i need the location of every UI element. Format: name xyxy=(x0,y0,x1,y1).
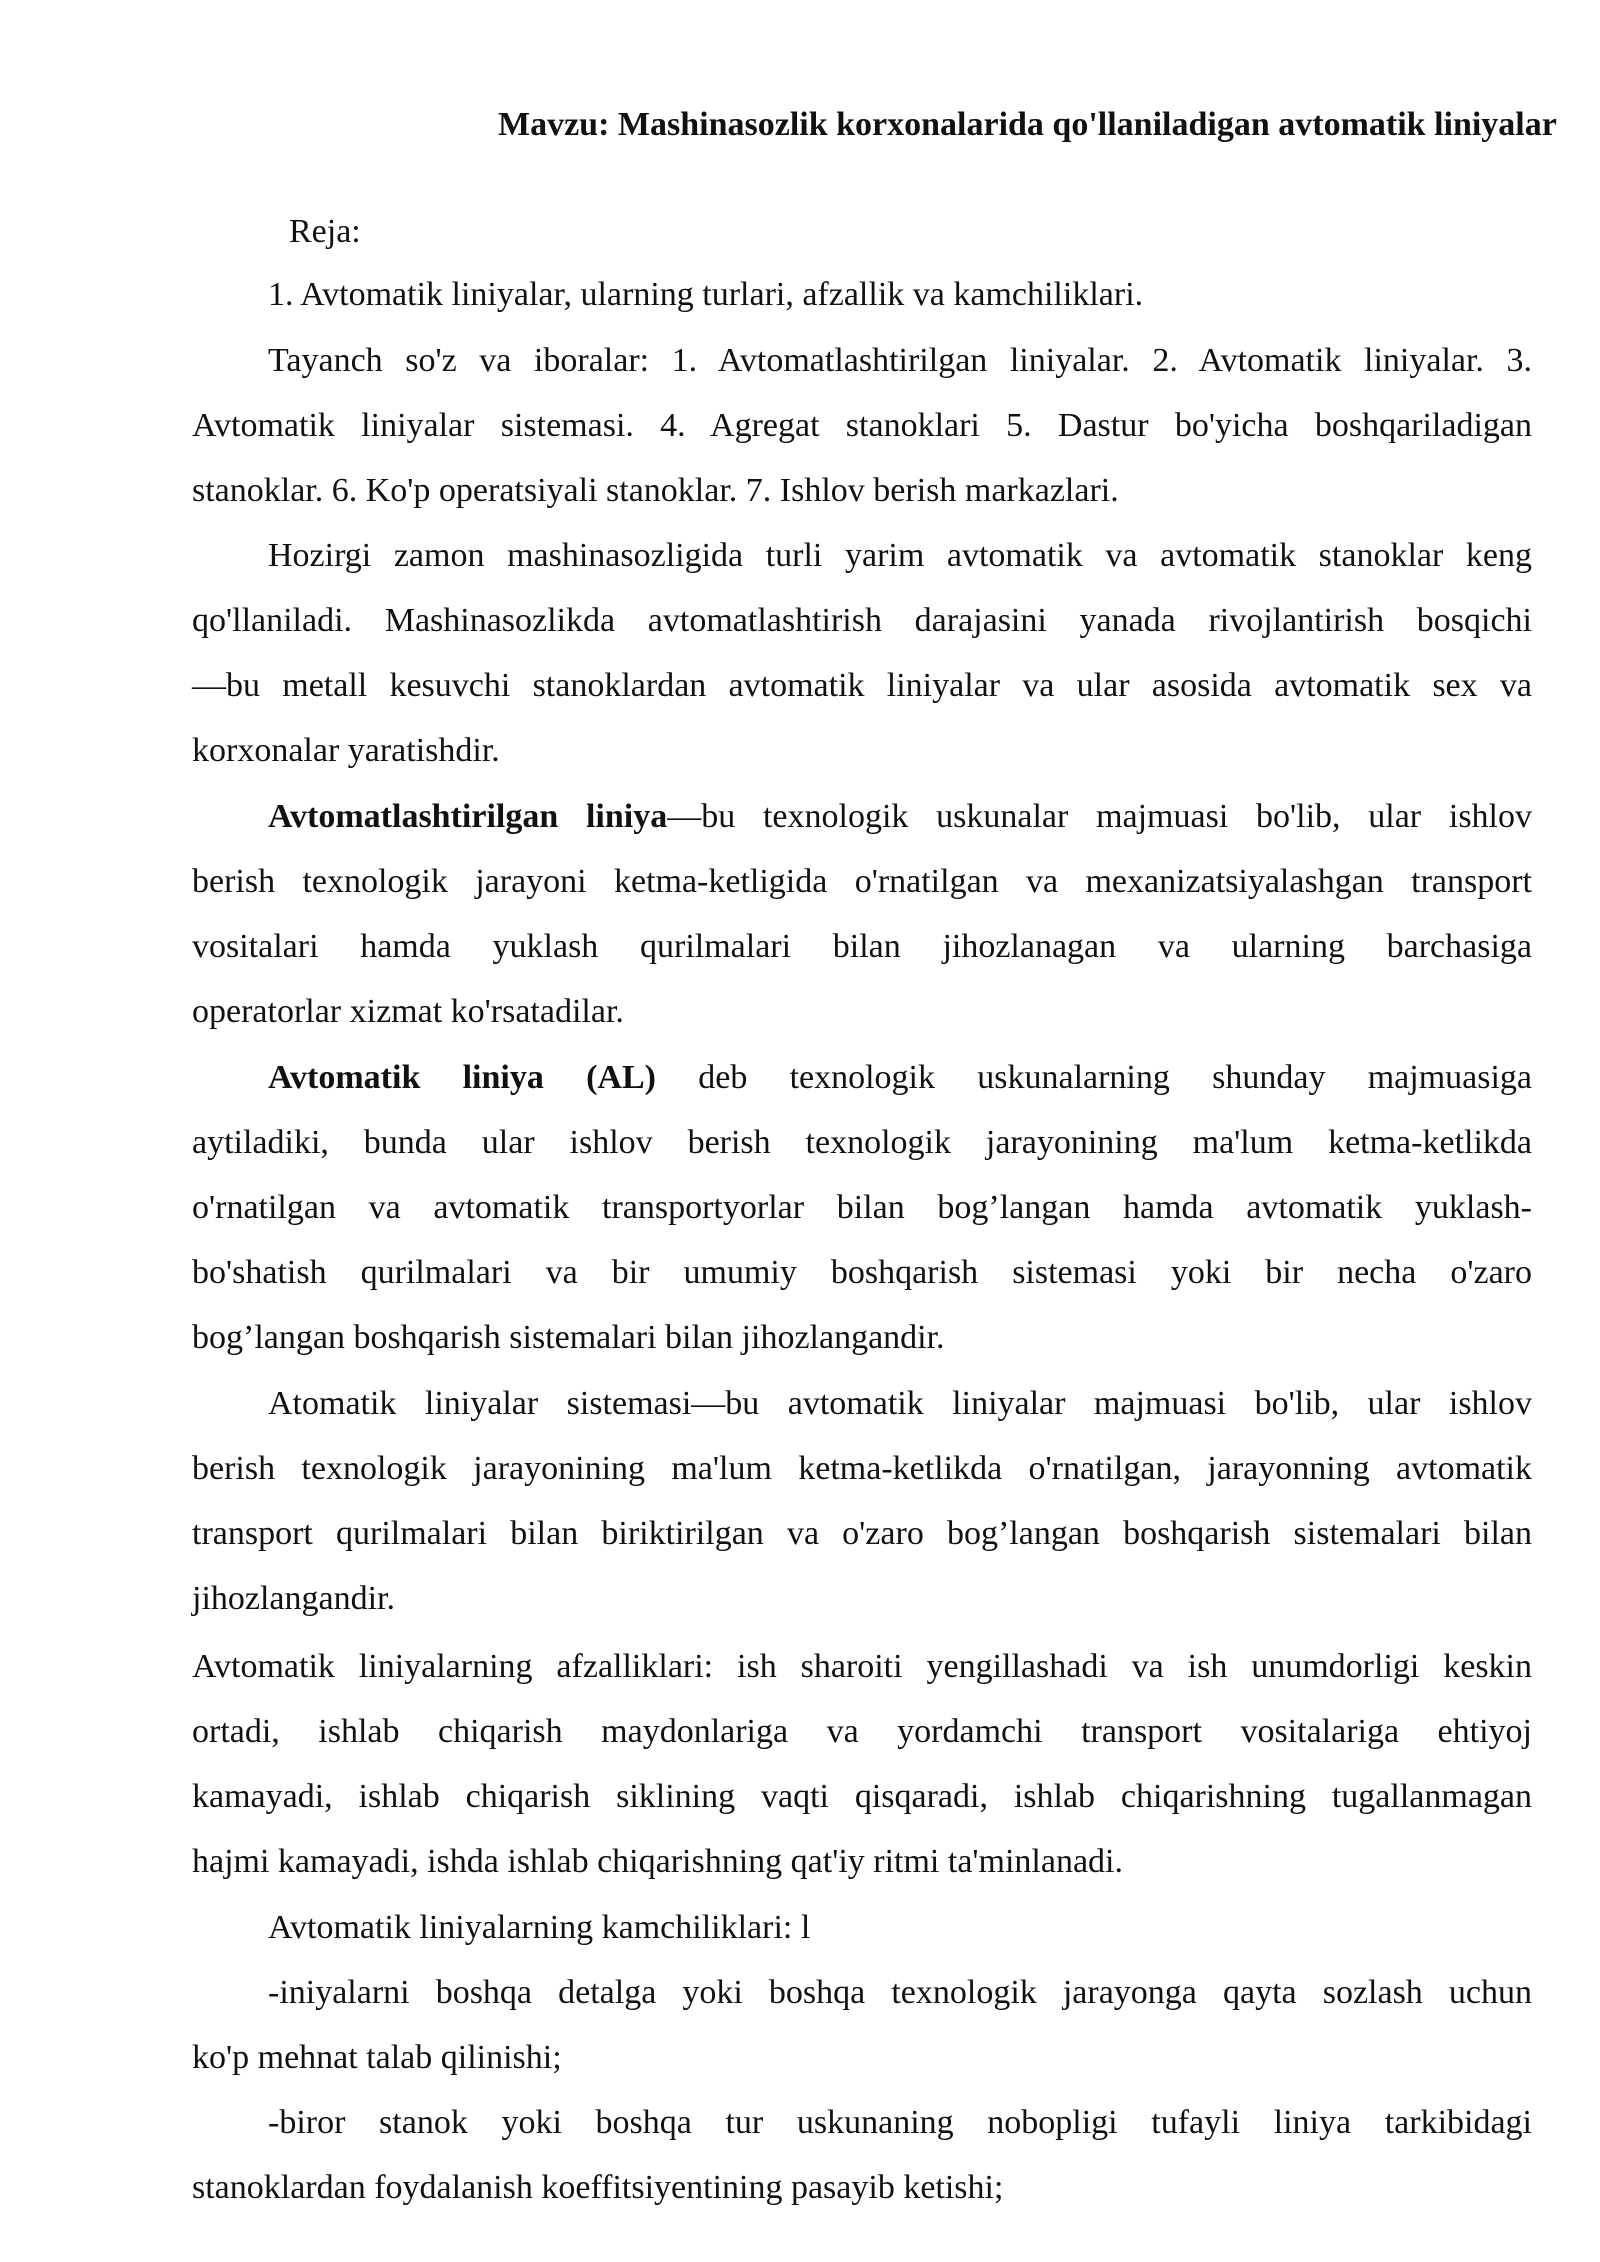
paragraph-line: hajmi kamayadi, ishda ishlab chiqarishning qat'iy ritmi ta'minlanadi. xyxy=(192,1843,1123,1880)
paragraph-line: bog’langan boshqarish sistemalari bilan jihozlangandir. xyxy=(192,1319,945,1356)
paragraph-line: —bu metall kesuvchi stanoklardan avtomatik liniyalar va ular asosida avtomatik sex va xyxy=(192,667,1532,704)
keywords-line: Tayanch so'z va iboralar: 1. Avtomatlashtirilgan liniyalar. 2. Avtomatik liniyalar. 3. xyxy=(268,342,1532,379)
paragraph-line xyxy=(268,1053,1532,1103)
term-bold: Avtomatik liniya (AL) xyxy=(268,1059,656,1096)
paragraph-line: transport qurilmalari bilan biriktirilgan va o'zaro bog’langan boshqarish sistemalari bilan xyxy=(192,1515,1532,1552)
disadvantages-heading: Avtomatik liniyalarning kamchiliklari: l xyxy=(268,1909,811,1946)
list-item: -biror stanok yoki boshqa tur uskunaning nobopligi tufayli liniya tarkibidagi xyxy=(268,2104,1532,2141)
plan-heading: Reja: xyxy=(289,213,361,250)
paragraph-line: berish texnologik jarayoni ketma-ketligida o'rnatilgan va mexanizatsiyalashgan transport xyxy=(192,863,1532,900)
list-item: -iniyalarni boshqa detalga yoki boshqa texnologik jarayonga qayta sozlash uchun xyxy=(268,1974,1532,2011)
paragraph-line: kamayadi, ishlab chiqarish siklining vaqti qisqaradi, ishlab chiqarishning tugallanmagan xyxy=(192,1778,1532,1815)
paragraph-line: vositalari hamda yuklash qurilmalari bilan jihozlanagan va ularning barchasiga xyxy=(192,928,1532,965)
list-item: stanoklardan foydalanish koeffitsiyentining pasayib ketishi; xyxy=(192,2169,1004,2206)
term-bold: Avtomatlashtirilgan liniya xyxy=(268,798,668,835)
list-item: ko'p mehnat talab qilinishi; xyxy=(192,2039,562,2076)
keywords-line: Avtomatik liniyalar sistemasi. 4. Agregat stanoklari 5. Dastur bo'yicha boshqariladigan xyxy=(192,407,1532,444)
paragraph-line: berish texnologik jarayonining ma'lum ketma-ketlikda o'rnatilgan, jarayonning avtomatik xyxy=(192,1450,1532,1487)
paragraph-line xyxy=(268,792,1532,842)
paragraph-text: deb texnologik uskunalarning shunday majmuasiga xyxy=(655,1059,1532,1096)
paragraph-line: operatorlar xizmat ko'rsatadilar. xyxy=(192,993,624,1030)
document-title: Mavzu: Mashinasozlik korxonalarida qo'llaniladigan avtomatik liniyalar xyxy=(498,106,1557,143)
paragraph-text: —bu texnologik uskunalar majmuasi bo'lib, ular ishlov xyxy=(667,798,1532,835)
paragraph-line: korxonalar yaratishdir. xyxy=(192,732,500,769)
plan-item: 1. Avtomatik liniyalar, ularning turlari, afzallik va kamchiliklari. xyxy=(268,276,1144,313)
paragraph-line: Avtomatik liniyalarning afzalliklari: ish sharoiti yengillashadi va ish unumdorligi keskin xyxy=(192,1648,1532,1685)
paragraph-line: aytiladiki, bunda ular ishlov berish texnologik jarayonining ma'lum ketma-ketlikda xyxy=(192,1124,1532,1161)
paragraph-line: Atomatik liniyalar sistemasi—bu avtomatik liniyalar majmuasi bo'lib, ular ishlov xyxy=(268,1385,1532,1422)
paragraph-line: o'rnatilgan va avtomatik transportyorlar bilan bog’langan hamda avtomatik yuklash- xyxy=(192,1189,1532,1226)
paragraph-line: Hozirgi zamon mashinasozligida turli yarim avtomatik va avtomatik stanoklar keng xyxy=(268,537,1532,574)
paragraph-line: qo'llaniladi. Mashinasozlikda avtomatlashtirish darajasini yanada rivojlantirish bosqichi xyxy=(192,602,1532,639)
paragraph-line: jihozlangandir. xyxy=(192,1580,396,1617)
paragraph-line: bo'shatish qurilmalari va bir umumiy boshqarish sistemasi yoki bir necha o'zaro xyxy=(192,1254,1532,1291)
keywords-line: stanoklar. 6. Ko'p operatsiyali stanoklar. 7. Ishlov berish markazlari. xyxy=(192,472,1119,509)
paragraph-line: ortadi, ishlab chiqarish maydonlariga va yordamchi transport vositalariga ehtiyoj xyxy=(192,1713,1532,1750)
